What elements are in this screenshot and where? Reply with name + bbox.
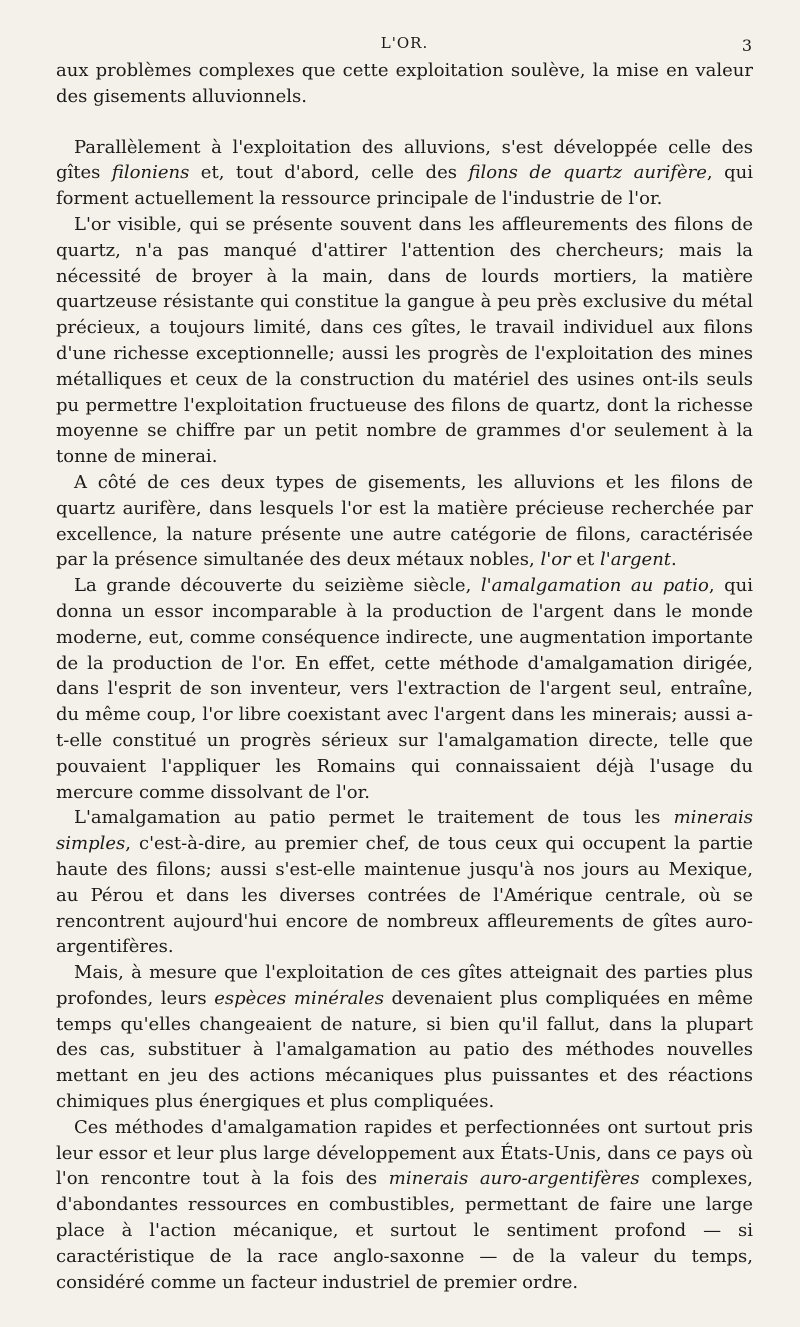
text-segment: , c'est-à-dire, au premier chef, de tous ceux qui occupent la partie haute des filons; aussi s'est-elle maintenue jusqu'à nos jours au Mexique, au Pérou et dans les diverses contrées de l'Amérique centrale, où se rencontrent aujourd'hui encore de nombreux affleurements de gîtes auro-argentifères. (56, 833, 753, 958)
text-segment: Ces méthodes d'amalgamation rapides et perfectionnées ont surtout pris leur essor et leur plus large développement aux États-Unis, dans ce pays où l'on rencontre tout à la fois des (56, 1116, 753, 1190)
page-number: 3 (741, 36, 753, 55)
paragraph (56, 135, 753, 212)
paragraph (56, 1115, 753, 1296)
italic-term: l'argent (599, 549, 672, 571)
text-segment: . (671, 549, 677, 571)
text-segment: et, tout d'abord, celle des (189, 162, 469, 184)
paragraph (56, 960, 753, 1115)
italic-term: filoniens (111, 162, 190, 184)
text-segment: , qui forment actuellement la ressource principale de l'industrie de l'or. (56, 162, 753, 210)
text-segment: L'amalgamation au patio permet le traitement de tous les (74, 807, 674, 829)
paragraph (56, 470, 753, 573)
text-segment: Parallèlement à l'exploitation des alluvions, s'est développée celle des gîtes (56, 136, 753, 184)
italic-term: minerais auro-argentifères (388, 1168, 640, 1190)
running-title: L'OR. (380, 34, 429, 52)
body-text (56, 58, 753, 1295)
running-header (56, 28, 753, 58)
italic-term: espèces minérales (214, 987, 384, 1009)
text-segment: L'or visible, qui se présente souvent dans les affleurements des filons de quartz, n'a pas manqué d'attirer l'attention des chercheurs; mais la nécessité de broyer à la main, dans de lourds mortiers, la matière quartzeuse résistante qui constitue la gangue à peu près exclusive du métal précieux, a toujours limité, dans ces gîtes, le travail individuel aux filons d'une richesse exceptionnelle; aussi les progrès de l'exploitation des mines métalliques et ceux de la construction du matériel des usines ont-ils seuls pu permettre l'exploitation fructueuse des filons de quartz, dont la richesse moyenne se chiffre par un petit nombre de grammes d'or seulement à la tonne de minerai. (56, 213, 753, 468)
paragraph (56, 573, 753, 805)
page-content (56, 28, 753, 1295)
text-segment: , qui donna un essor incomparable à la production de l'argent dans le monde moderne, eut, comme conséquence indirecte, une augmentation importante de la production de l'or. En effet, cette méthode d'amalgamation dirigée, dans l'esprit de son inventeur, vers l'extraction de l'argent seul, entraîne, du même coup, l'or libre coexistant avec l'argent dans les minerais; aussi a-t-elle constitué un progrès sérieux sur l'amalgamation directe, telle que pouvaient l'appliquer les Romains qui connaissaient déjà l'usage du mercure comme dissolvant de l'or. (56, 575, 753, 803)
text-segment: devenaient plus compliquées en même temps qu'elles changeaient de nature, si bien qu'il fallut, dans la plupart des cas, substituer à l'amalgamation au patio des méthodes nouvelles mettant en jeu des actions mécaniques plus puissantes et des réactions chimiques plus énergiques et plus compliquées. (56, 987, 754, 1113)
text-segment: et (570, 549, 600, 571)
italic-term: filons de quartz aurifère (468, 162, 707, 184)
text-segment: A côté de ces deux types de gisements, les alluvions et les filons de quartz aurifère, dans lesquels l'or est la matière précieuse recherchée par excellence, la nature présente une autre catégorie de filons, caractérisée par la présence simultanée des deux métaux nobles, (56, 471, 753, 571)
text-segment: La grande découverte du seizième siècle, (74, 575, 481, 597)
text-segment: complexes, d'abondantes ressources en combustibles, permettant de faire une large place à l'action mécanique, et surtout le sentiment profond — si caractéristique de la race anglo-saxonne — de la valeur du temps, considéré comme un facteur industriel de premier ordre. (56, 1168, 754, 1293)
italic-term: l'or (540, 549, 571, 571)
italic-term: minerais simples (56, 807, 753, 855)
paragraph (56, 212, 753, 470)
paragraph (56, 58, 753, 110)
text-segment: aux problèmes complexes que cette exploitation soulève, la mise en valeur des gisements alluvionnels. (56, 60, 753, 107)
italic-term: l'amalgamation au patio (480, 575, 709, 597)
text-segment: Mais, à mesure que l'exploitation de ces gîtes atteignait des parties plus profondes, leurs (56, 962, 753, 1009)
paragraph (56, 805, 753, 960)
